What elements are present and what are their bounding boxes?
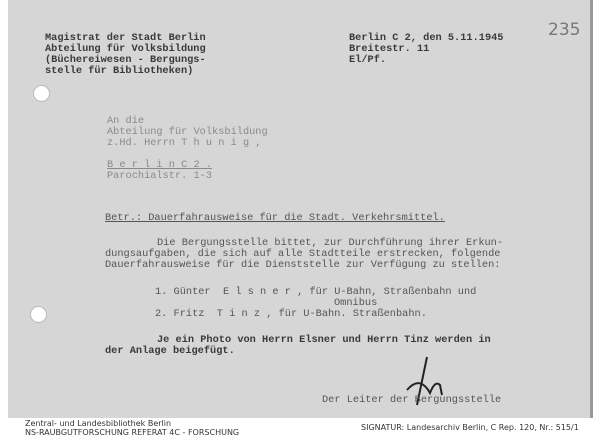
footer-left: Zentral- und Landesbibliothek Berlin [25, 419, 172, 428]
recipient-line: Abteilung für Volksbildung [107, 126, 268, 138]
subject-line: Betr.: Dauerfahrausweise für die Stadt. Verkehrsmittel. [105, 212, 445, 224]
body-line: Die Bergungsstelle bittet, zur Durchführung ihrer Erkun- [157, 237, 504, 249]
sender-line: Abteilung für Volksbildung [45, 43, 206, 55]
body-line: Dauerfahrausweise für die Dienststelle zur Verfügung zu stellen: [105, 259, 501, 271]
body-line: dungsaufgaben, die sich auf alle Stadtteile erstrecken, folgende [105, 248, 501, 260]
recipient-city: B e r l i n C 2 . [107, 159, 213, 171]
punch-hole [33, 85, 50, 102]
list-item: 2. Fritz T i n z , für U-Bahn. Straßenbahn. [155, 308, 427, 320]
closing-line: Je ein Photo von Herrn Elsner und Herrn Tinz werden in [157, 334, 491, 346]
recipient-line: z.Hd. Herrn T h u n i g , [107, 137, 262, 149]
sender-line: stelle für Bibliotheken) [45, 65, 194, 77]
recipient-line: An die [107, 115, 145, 127]
list-item: 1. Günter E l s n e r , für U-Bahn, Straßenbahn und [155, 286, 477, 298]
page-number: 235 [548, 20, 581, 40]
footer-signature: SIGNATUR: Landesarchiv Berlin, C Rep. 120, Nr.: 515/1 [361, 423, 579, 432]
reference-line: El/Pf. [349, 54, 387, 66]
date-line: Berlin C 2, den 5.11.1945 [349, 32, 504, 44]
sender-line: Magistrat der Stadt Berlin [45, 32, 206, 44]
address-line: Breitestr. 11 [349, 43, 430, 55]
recipient-street: Parochialstr. 1-3 [107, 170, 213, 182]
footer-left: NS-RAUBGUTFORSCHUNG REFERAT 4C - FORSCHUNG [25, 428, 240, 437]
punch-hole [30, 306, 47, 323]
closing-line: der Anlage beigefügt. [105, 345, 235, 357]
signature-line: Der Leiter der Bergungsstelle [322, 394, 502, 406]
sender-line: (Büchereiwesen - Bergungs- [45, 54, 206, 66]
list-item-continuation: Omnibus [334, 297, 378, 309]
